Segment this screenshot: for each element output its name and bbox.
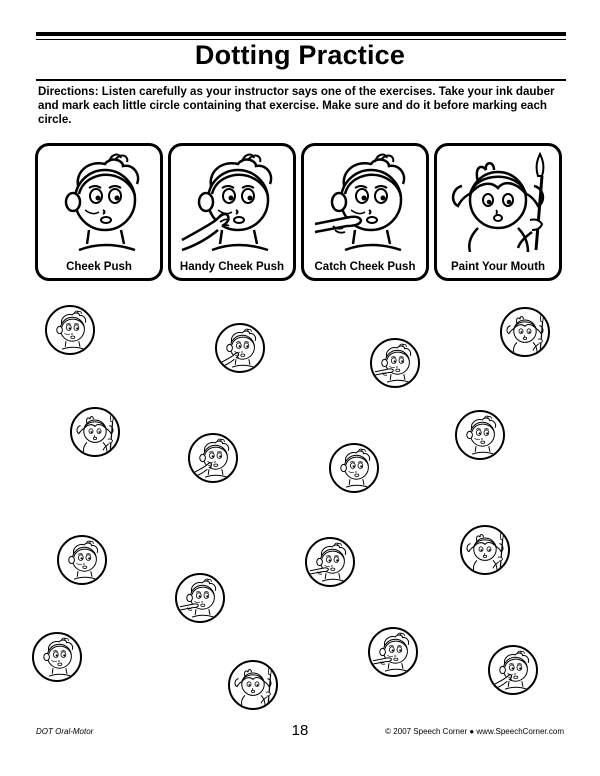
- exercise-label: Paint Your Mouth: [450, 261, 546, 273]
- dot-circle[interactable]: [57, 535, 107, 585]
- boy-cheek-push-icon: [50, 310, 90, 350]
- exercise-label: Handy Cheek Push: [179, 261, 285, 273]
- boy-cheek-push-icon: [460, 415, 500, 455]
- exercise-card-paint-your-mouth: [434, 143, 562, 281]
- boy-catch-cheek-push-icon: [375, 343, 415, 383]
- boy-cheek-push-icon: [46, 152, 152, 252]
- boy-cheek-push-icon: [62, 540, 102, 580]
- dot-circle[interactable]: [329, 443, 379, 493]
- dot-circle[interactable]: [32, 632, 82, 682]
- boy-catch-cheek-push-icon: [180, 578, 220, 618]
- dot-circle[interactable]: [500, 307, 550, 357]
- boy-handy-cheek-push-icon: [179, 152, 285, 252]
- boy-cheek-push-icon: [37, 637, 77, 677]
- boy-catch-cheek-push-icon: [312, 152, 418, 252]
- boy-cheek-push-icon: [334, 448, 374, 488]
- dot-circle[interactable]: [188, 433, 238, 483]
- dot-circle[interactable]: [45, 305, 95, 355]
- dot-circle[interactable]: [370, 338, 420, 388]
- header-rule-thick: [36, 32, 566, 36]
- boy-catch-cheek-push-icon: [310, 542, 350, 582]
- footer-book-title: DOT Oral-Motor: [36, 727, 94, 736]
- dot-circle[interactable]: [455, 410, 505, 460]
- dot-circle[interactable]: [175, 573, 225, 623]
- title-underline: [36, 79, 566, 81]
- girl-paint-mouth-icon: [445, 152, 551, 252]
- dot-circle[interactable]: [368, 627, 418, 677]
- dot-circle[interactable]: [460, 525, 510, 575]
- exercise-card-handy-cheek-push: [168, 143, 296, 281]
- dot-circle[interactable]: [228, 660, 278, 710]
- exercise-card-cheek-push: [35, 143, 163, 281]
- dot-circle[interactable]: [70, 407, 120, 457]
- exercise-card-catch-cheek-push: [301, 143, 429, 281]
- dot-circle[interactable]: [305, 537, 355, 587]
- exercise-label: Cheek Push: [66, 261, 132, 273]
- page-number: 18: [291, 722, 309, 739]
- boy-handy-cheek-push-icon: [193, 438, 233, 478]
- girl-paint-mouth-icon: [505, 312, 545, 352]
- page-title: Dotting Practice: [194, 40, 406, 70]
- exercise-label: Catch Cheek Push: [314, 261, 416, 273]
- footer-copyright: © 2007 Speech Corner ● www.SpeechCorner.com: [385, 727, 564, 736]
- girl-paint-mouth-icon: [233, 665, 273, 705]
- boy-handy-cheek-push-icon: [493, 650, 533, 690]
- boy-catch-cheek-push-icon: [373, 632, 413, 672]
- dot-circle[interactable]: [215, 323, 265, 373]
- boy-handy-cheek-push-icon: [220, 328, 260, 368]
- girl-paint-mouth-icon: [465, 530, 505, 570]
- dot-circle[interactable]: [488, 645, 538, 695]
- girl-paint-mouth-icon: [75, 412, 115, 452]
- directions-text: Directions: Listen carefully as your instructor says one of the exercises. Take your ink dauber and mark each little circle containing that exercise. Make sure and do it before marking each circle.: [38, 85, 555, 126]
